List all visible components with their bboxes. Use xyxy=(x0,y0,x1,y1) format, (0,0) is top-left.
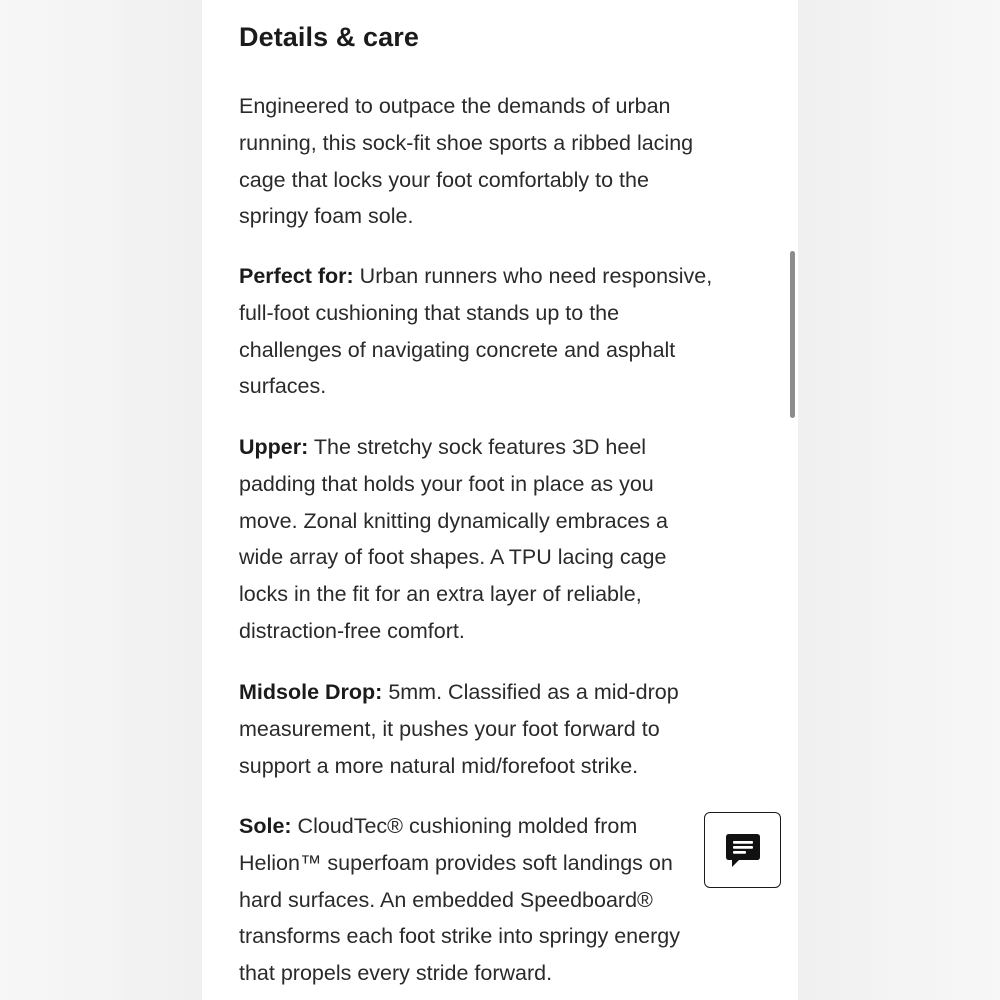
sole-line: transforms each foot strike into springy energy xyxy=(239,924,680,949)
sole-line: hard surfaces. An embedded Speedboard® xyxy=(239,887,653,912)
section-title: Details & care xyxy=(239,22,419,52)
description-line: cage that locks your foot comfortably to the xyxy=(239,167,649,192)
upper-line: distraction-free comfort. xyxy=(239,618,465,643)
midsole-drop-label: Midsole Drop: xyxy=(239,680,383,704)
perfect-for-text: Urban runners who need responsive, xyxy=(353,264,713,288)
sole-paragraph xyxy=(239,808,769,992)
sole-label: Sole: xyxy=(239,814,292,838)
upper-text: The stretchy sock features 3D heel xyxy=(308,435,647,459)
scrollbar-thumb[interactable] xyxy=(790,251,795,418)
midsole-drop-paragraph xyxy=(239,674,769,784)
upper-line: move. Zonal knitting dynamically embraces a xyxy=(239,508,668,533)
backdrop-left xyxy=(0,0,202,1000)
chat-bubble-icon xyxy=(724,831,762,869)
upper-line: locks in the fit for an extra layer of reliable, xyxy=(239,582,642,607)
perfect-for-paragraph xyxy=(239,258,769,405)
perfect-for-label: Perfect for: xyxy=(239,264,354,288)
sole-line: that propels every stride forward. xyxy=(239,961,553,986)
description-line: springy foam sole. xyxy=(239,204,414,229)
perfect-for-line: challenges of navigating concrete and asphalt xyxy=(239,337,676,362)
upper-paragraph xyxy=(239,429,769,650)
upper-line: padding that holds your foot in place as you xyxy=(239,471,654,496)
description-line: Engineered to outpace the demands of urban xyxy=(239,94,671,118)
chat-button[interactable] xyxy=(704,812,781,888)
description-paragraph xyxy=(239,88,769,235)
backdrop-right xyxy=(798,0,1000,1000)
midsole-drop-line: measurement, it pushes your foot forward to xyxy=(239,716,660,741)
perfect-for-line: surfaces. xyxy=(239,374,327,399)
sole-text: CloudTec® cushioning molded from xyxy=(291,814,638,838)
midsole-drop-text: 5mm. Classified as a mid-drop xyxy=(382,680,679,704)
midsole-drop-line: support a more natural mid/forefoot strike. xyxy=(239,753,639,778)
sole-line: Helion™ superfoam provides soft landings on xyxy=(239,850,673,875)
description-line: running, this sock-fit shoe sports a ribbed lacing xyxy=(239,130,694,155)
upper-line: wide array of foot shapes. A TPU lacing cage xyxy=(239,545,667,570)
perfect-for-line: full-foot cushioning that stands up to the xyxy=(239,300,620,325)
upper-label: Upper: xyxy=(239,435,309,459)
